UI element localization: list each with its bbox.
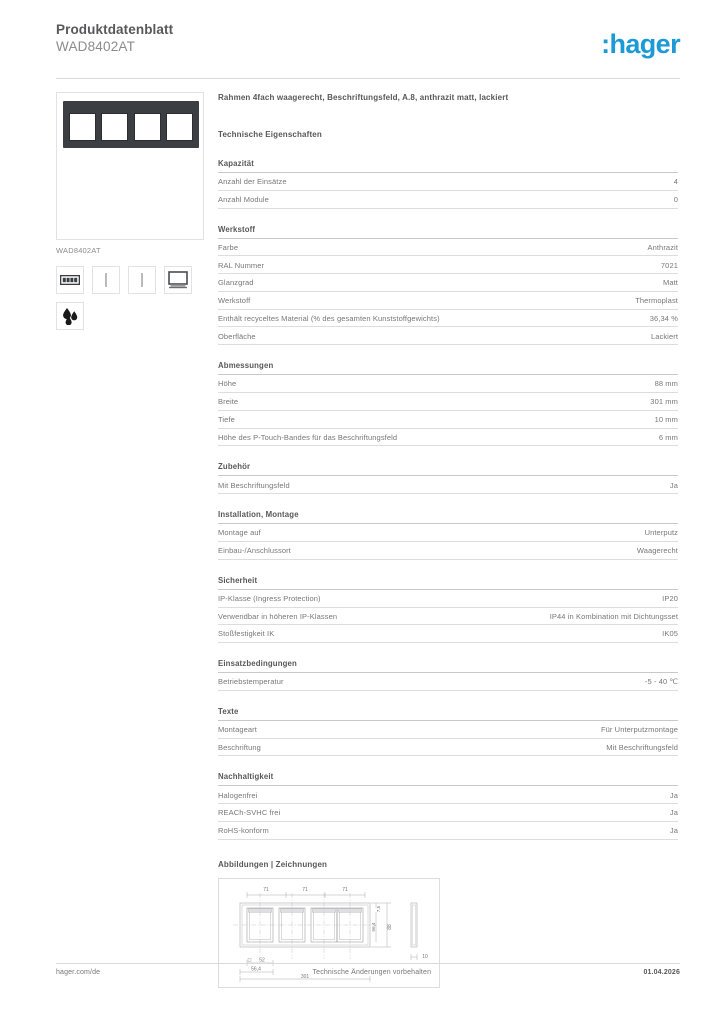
header-divider (56, 78, 680, 79)
spec-value: Thermoplast (635, 296, 678, 306)
spec-row (218, 173, 678, 191)
spec-value: 10 mm (654, 415, 678, 424)
product-headline: Rahmen 4fach waagerecht, Beschriftungsfeld, A.8, anthrazit matt, lackiert (218, 93, 509, 102)
dim-inner-height: 56,4 (371, 922, 376, 932)
drawing-title: Abbildungen | Zeichnungen (218, 859, 328, 869)
spec-row (218, 524, 678, 542)
page-header (56, 22, 680, 74)
spec-value: IP20 (662, 593, 678, 603)
product-frame-graphic (63, 101, 199, 148)
spec-row (218, 804, 678, 822)
spec-label: Halogenfrei (218, 790, 258, 800)
spec-value: 301 mm (650, 397, 678, 407)
spec-group-title: Werkstoff (218, 225, 678, 239)
spec-group-title: Kapazität (218, 159, 678, 173)
spec-group-title: Sicherheit (218, 576, 678, 590)
spec-label: RoHS-konform (218, 826, 269, 836)
spec-row (218, 739, 678, 757)
spec-label: Montageart (218, 725, 257, 735)
spec-label: Glanzgrad (218, 278, 254, 288)
spec-value: Ja (669, 808, 678, 818)
spec-label: Farbe (218, 242, 239, 252)
spec-value: -5 - 40 ℃ (644, 677, 678, 687)
spec-value: Waagerecht (636, 546, 678, 556)
spec-row (218, 256, 678, 274)
page-subtitle-article-number: WAD8402AT (56, 39, 136, 54)
frame-4gang-icon (56, 266, 84, 294)
spec-label: Montage auf (218, 528, 261, 538)
product-image (56, 92, 204, 240)
dim-cutout-outer: 56,4 (251, 966, 261, 973)
product-media-column (56, 92, 204, 330)
spec-label: Werkstoff (218, 296, 251, 306)
spec-value: IP44 in Kombination mit Dichtungsset (549, 611, 678, 621)
vertical-line-icon (92, 266, 120, 294)
spec-row (218, 786, 678, 804)
dim-depth: 10 (422, 953, 428, 960)
spec-value: Mit Beschriftungsfeld (606, 742, 678, 752)
spec-row (218, 292, 678, 310)
spec-row (218, 274, 678, 292)
spec-row (218, 429, 678, 447)
product-image-caption: WAD8402AT (56, 246, 101, 255)
spec-group-title: Installation, Montage (218, 510, 678, 524)
spec-group (218, 707, 678, 757)
spec-label: Höhe (218, 379, 237, 389)
spec-label: REACh-SVHC frei (218, 808, 281, 818)
spec-value: 88 mm (654, 379, 678, 389)
spec-row (218, 327, 678, 345)
spec-value: Anthrazit (647, 242, 678, 252)
spec-row (218, 673, 678, 691)
spec-groups (218, 159, 678, 840)
spec-value: 7021 (660, 260, 678, 270)
spec-value: Für Unterputzmontage (600, 725, 678, 735)
dim-pitch-2: 71 (302, 886, 308, 893)
dim-total-width: 301 (300, 973, 310, 980)
spec-group-title: Einsatzbedingungen (218, 659, 678, 673)
spec-value: Unterputz (644, 528, 678, 538)
spec-label: Oberfläche (218, 331, 256, 341)
spec-group (218, 510, 678, 560)
dim-pitch-1: 71 (263, 886, 269, 893)
vertical-line-icon-2 (128, 266, 156, 294)
spec-value: Ja (669, 826, 678, 836)
hager-logo: :hager (601, 29, 680, 59)
spec-content-column (218, 92, 678, 988)
spec-label: IP-Klasse (Ingress Protection) (218, 593, 321, 603)
spec-label: Mit Beschriftungsfeld (218, 480, 290, 490)
footer-date: 01.04.2026 (643, 969, 680, 976)
frame-window-3 (134, 113, 161, 141)
spec-value: 0 (673, 194, 678, 204)
spec-label: Enthält recyceltes Material (% des gesamten Kunststoffgewichts) (218, 313, 440, 323)
spec-row (218, 822, 678, 840)
spec-label: Anzahl der Einsätze (218, 177, 287, 187)
spec-group-title: Nachhaltigkeit (218, 772, 678, 786)
spec-row (218, 411, 678, 429)
spec-value: Ja (669, 790, 678, 800)
footer-disclaimer: Technische Änderungen vorbehalten (312, 969, 432, 976)
spec-label: Anzahl Module (218, 194, 269, 204)
spec-label: Breite (218, 397, 239, 407)
spec-label: Höhe des P-Touch-Bandes für das Beschriftungsfeld (218, 432, 398, 442)
spec-value: 36,34 % (649, 313, 678, 323)
spec-group (218, 772, 678, 839)
spec-value: Lackiert (650, 331, 678, 341)
spec-label: Stoßfestigkeit IK (218, 629, 275, 639)
spec-label: Beschriftung (218, 742, 261, 752)
spec-group (218, 659, 678, 691)
footer-website[interactable]: hager.com/de (56, 969, 101, 976)
spec-group (218, 159, 678, 209)
spec-row (218, 590, 678, 608)
spec-label: Einbau-/Anschlussort (218, 546, 291, 556)
spec-label: RAL Nummer (218, 260, 265, 270)
spec-group (218, 576, 678, 643)
spec-group (218, 462, 678, 494)
spec-row (218, 476, 678, 494)
spec-label: Betriebstemperatur (218, 677, 284, 687)
product-feature-icons (56, 266, 214, 330)
water-drops-icon (56, 302, 84, 330)
footer-divider (56, 963, 680, 964)
spec-row (218, 721, 678, 739)
spec-value: IK05 (662, 629, 678, 639)
spec-value: Matt (663, 278, 678, 288)
spec-group (218, 225, 678, 346)
dim-cutout: 52 (259, 957, 265, 964)
dim-total-height: 88 (387, 923, 393, 930)
spec-group-title: Zubehör (218, 462, 678, 476)
dim-pitch-3: 71 (342, 886, 348, 893)
spec-row (218, 191, 678, 209)
spec-value: 4 (673, 177, 678, 187)
spec-group-title: Abmessungen (218, 361, 678, 375)
page-footer (56, 969, 680, 976)
frame-window-4 (166, 113, 193, 141)
spec-row (218, 393, 678, 411)
spec-row (218, 310, 678, 328)
spec-group (218, 361, 678, 446)
page-title: Produktdatenblatt (56, 22, 174, 37)
spec-value: Ja (669, 480, 678, 490)
spec-row (218, 608, 678, 626)
frame-window-1 (69, 113, 96, 141)
spec-row (218, 375, 678, 393)
spec-label: Tiefe (218, 415, 235, 424)
spec-group-title: Texte (218, 707, 678, 721)
frame-window-2 (101, 113, 128, 141)
spec-row (218, 625, 678, 643)
spec-value: 6 mm (658, 432, 678, 442)
label-field-icon (164, 266, 192, 294)
spec-intro-title: Technische Eigenschaften (218, 130, 322, 139)
spec-row (218, 239, 678, 257)
spec-row (218, 542, 678, 560)
dim-top-offset: 7,5 (376, 905, 381, 912)
spec-label: Verwendbar in höheren IP-Klassen (218, 611, 338, 621)
